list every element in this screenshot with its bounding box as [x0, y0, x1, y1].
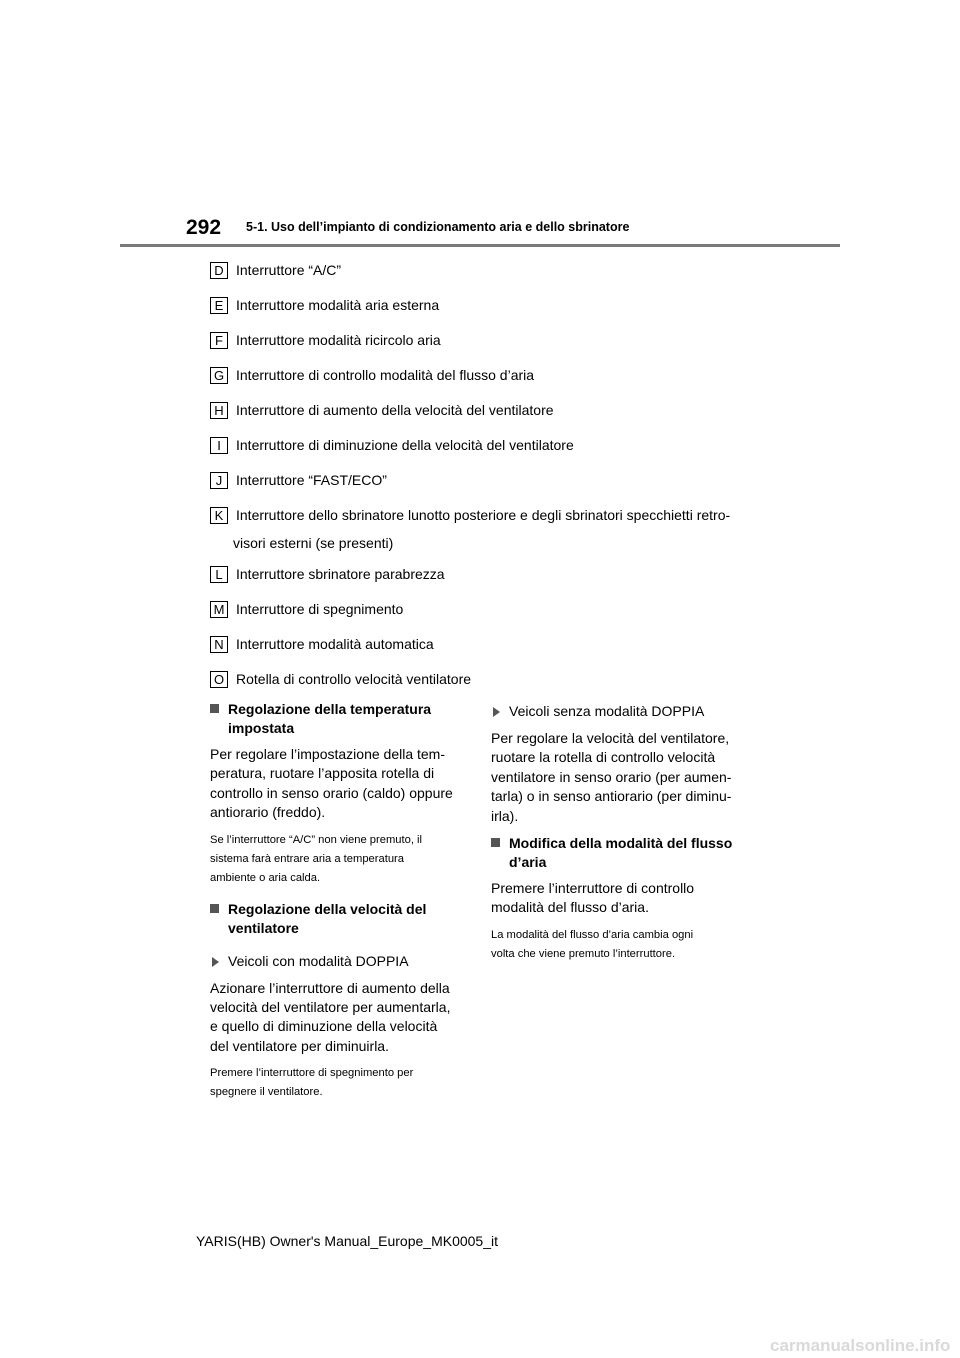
- square-bullet-icon: [210, 904, 219, 913]
- legend-key: L: [210, 566, 228, 583]
- legend-item: [210, 402, 554, 419]
- note-line: sistema farà entrare aria a temperatura: [210, 852, 405, 865]
- legend-text-continued: visori esterni (se presenti): [233, 535, 394, 551]
- paragraph-line: e quello di diminuzione della velocità: [210, 1018, 438, 1035]
- legend-text: Interruttore sbrinatore parabrezza: [236, 566, 445, 582]
- paragraph-line: Premere l’interruttore di controllo: [491, 880, 695, 897]
- legend-key: M: [210, 601, 228, 618]
- paragraph-line: Per regolare la velocità del ventilatore,: [491, 730, 730, 746]
- legend-key: J: [210, 472, 228, 489]
- fan-speed-heading: [210, 900, 470, 938]
- legend-key: G: [210, 367, 228, 384]
- legend-key: O: [210, 671, 228, 688]
- paragraph-line: ruotare la rotella di controllo velocità: [491, 749, 716, 766]
- legend-text: Interruttore “A/C”: [236, 262, 342, 278]
- dual-mode-paragraph: [210, 979, 470, 1057]
- legend-item: [210, 601, 403, 618]
- heading-line: impostata: [228, 720, 295, 736]
- legend-item: [210, 507, 730, 524]
- legend-text: Interruttore dello sbrinatore lunotto posteriore e degli sbrinatori specchietti retro-: [236, 507, 731, 523]
- note-line: Premere l’interruttore di spegnimento per: [210, 1067, 414, 1080]
- legend-item: [210, 566, 445, 583]
- legend-key: N: [210, 636, 228, 653]
- paragraph-line: Per regolare l’impostazione della tem-: [210, 746, 445, 762]
- temperature-paragraph: [210, 745, 470, 823]
- legend-item: [210, 472, 387, 489]
- legend-text: Interruttore modalità aria esterna: [236, 297, 440, 313]
- legend-key: E: [210, 297, 228, 314]
- watermark: carmanualsonline.info: [770, 1336, 951, 1355]
- square-bullet-icon: [491, 838, 500, 847]
- left-column: [210, 700, 470, 1114]
- legend-text: Interruttore “FAST/ECO”: [236, 472, 387, 488]
- paragraph-line: modalità del flusso d’aria.: [491, 899, 649, 916]
- legend-key: D: [210, 262, 228, 279]
- note-line: spegnere il ventilatore.: [210, 1086, 323, 1099]
- note-line: Se l’interruttore “A/C” non viene premuto, il: [210, 833, 423, 846]
- note-line: volta che viene premuto l’interruttore.: [491, 947, 676, 960]
- airflow-mode-note: [491, 926, 751, 964]
- legend-text: Interruttore di spegnimento: [236, 601, 404, 617]
- legend-text: Interruttore di diminuzione della velocità del ventilatore: [236, 437, 574, 453]
- subheading-text: Veicoli con modalità DOPPIA: [228, 952, 409, 969]
- paragraph-line: controllo in senso orario (caldo) oppure: [210, 784, 453, 801]
- legend-item: [210, 636, 434, 653]
- paragraph-line: Azionare l’interruttore di aumento della: [210, 979, 450, 996]
- legend-item: [210, 367, 534, 384]
- paragraph-line: antiorario (freddo).: [210, 804, 326, 821]
- legend-key: H: [210, 402, 228, 419]
- note-line: ambiente o aria calda.: [210, 871, 321, 884]
- legend-key: K: [210, 507, 228, 524]
- paragraph-line: tarla) o in senso antiorario (per diminu-: [491, 788, 732, 805]
- paragraph-line: irla).: [491, 807, 519, 824]
- dual-mode-note: [210, 1064, 470, 1102]
- heading-line: d’aria: [509, 854, 547, 871]
- legend-key: F: [210, 332, 228, 349]
- header-rule: [120, 244, 840, 247]
- subheading-text: Veicoli senza modalità DOPPIA: [509, 703, 705, 719]
- legend-item: [210, 437, 574, 454]
- paragraph-line: del ventilatore per diminuirla.: [210, 1037, 389, 1054]
- square-bullet-icon: [210, 704, 219, 713]
- legend-key: I: [210, 437, 228, 454]
- legend-item: [210, 332, 441, 349]
- legend-item: [210, 262, 341, 279]
- heading-line: Modifica della modalità del flusso: [509, 835, 733, 852]
- paragraph-line: ventilatore in senso orario (per aumen-: [491, 768, 732, 785]
- chapter-title: 5-1. Uso dell’impianto di condizionamento aria e dello sbrinatore: [246, 220, 630, 234]
- legend-text: Interruttore modalità ricircolo aria: [236, 332, 441, 348]
- temperature-note: [210, 831, 470, 888]
- legend-text: Interruttore di controllo modalità del flusso d’aria: [236, 367, 535, 383]
- legend-item: [210, 671, 471, 688]
- no-dual-mode-subheading: [491, 702, 751, 721]
- airflow-mode-paragraph: [491, 879, 751, 918]
- note-line: La modalità del flusso d’aria cambia ogni: [491, 928, 694, 941]
- paragraph-line: peratura, ruotare l’apposita rotella di: [210, 765, 435, 782]
- paragraph-line: velocità del ventilatore per aumentarla,: [210, 999, 451, 1016]
- triangle-bullet-icon: [212, 957, 219, 967]
- airflow-mode-heading: [491, 834, 751, 872]
- heading-line: ventilatore: [228, 919, 299, 936]
- heading-line: Regolazione della velocità del: [228, 900, 427, 917]
- heading-line: Regolazione della temperatura: [228, 701, 432, 717]
- temperature-heading: [210, 700, 470, 738]
- right-column: [491, 700, 751, 976]
- legend-item: [210, 297, 439, 314]
- legend-text: Interruttore di aumento della velocità del ventilatore: [236, 402, 554, 418]
- footer-text: YARIS(HB) Owner's Manual_Europe_MK0005_it: [196, 1233, 498, 1249]
- legend-text: Interruttore modalità automatica: [236, 636, 434, 652]
- page-number: 292: [186, 216, 222, 239]
- legend-text: Rotella di controllo velocità ventilatore: [236, 671, 472, 687]
- no-dual-mode-paragraph: [491, 729, 751, 826]
- dual-mode-subheading: [210, 952, 470, 971]
- triangle-bullet-icon: [493, 707, 500, 717]
